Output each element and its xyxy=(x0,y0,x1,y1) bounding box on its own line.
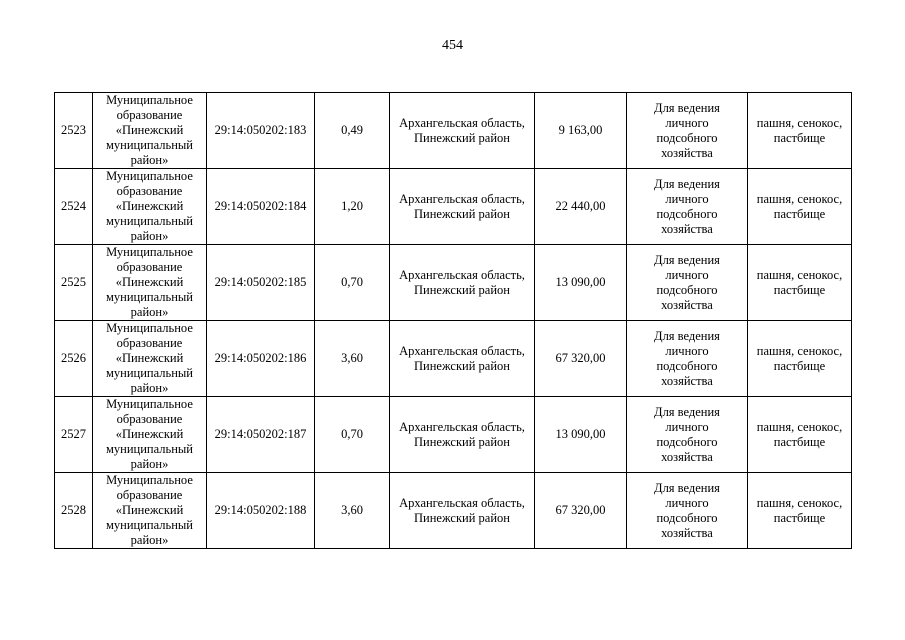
address-cell xyxy=(390,321,535,397)
cadastral-value-cell: 9 163,00 xyxy=(535,93,627,169)
owner-cell-line: Муниципальное xyxy=(106,93,193,107)
owner-cell-line: район» xyxy=(130,229,169,243)
address-cell-line: Пинежский район xyxy=(414,434,510,449)
owner-cell xyxy=(93,397,207,473)
owner-cell-line: образование xyxy=(116,336,183,350)
address-cell-line: Архангельская область, xyxy=(399,419,525,434)
permitted-use-cell xyxy=(627,473,748,549)
owner-cell-line: район» xyxy=(130,153,169,167)
permitted-use-cell-line: хозяйства xyxy=(661,373,713,388)
address-cell-line: Пинежский район xyxy=(414,206,510,221)
permitted-use-cell-line: хозяйства xyxy=(661,449,713,464)
area-cell: 0,70 xyxy=(315,245,390,321)
area-cell: 0,49 xyxy=(315,93,390,169)
owner-cell-line: «Пинежский xyxy=(115,503,184,517)
row-number-cell: 2528 xyxy=(55,473,93,549)
owner-cell-line: Муниципальное xyxy=(106,169,193,183)
cadastral-number-cell: 29:14:050202:184 xyxy=(207,169,315,245)
row-number-cell: 2525 xyxy=(55,245,93,321)
area-cell: 3,60 xyxy=(315,321,390,397)
cadastral-number-cell: 29:14:050202:183 xyxy=(207,93,315,169)
address-cell xyxy=(390,473,535,549)
area-cell: 1,20 xyxy=(315,169,390,245)
land-type-cell-line: пашня, сенокос, xyxy=(756,495,843,510)
page-number: 454 xyxy=(442,38,463,53)
cadastral-value-cell: 22 440,00 xyxy=(535,169,627,245)
address-cell-line: Пинежский район xyxy=(414,130,510,145)
cadastral-number-cell: 29:14:050202:188 xyxy=(207,473,315,549)
row-number-cell: 2527 xyxy=(55,397,93,473)
permitted-use-cell-line: Для ведения xyxy=(654,176,720,191)
permitted-use-cell-line: подсобного xyxy=(656,510,718,525)
land-type-cell-line: пастбище xyxy=(773,510,826,525)
owner-cell-line: Муниципальное xyxy=(106,245,193,259)
permitted-use-cell-line: подсобного xyxy=(656,282,718,297)
owner-cell-line: муниципальный xyxy=(106,138,193,152)
owner-cell-line: муниципальный xyxy=(106,214,193,228)
address-cell-line: Архангельская область, xyxy=(399,495,525,510)
owner-cell-line: «Пинежский xyxy=(115,123,184,137)
permitted-use-cell-line: Для ведения xyxy=(654,252,720,267)
address-cell xyxy=(390,397,535,473)
cadastral-value-cell: 13 090,00 xyxy=(535,397,627,473)
cadastral-number-cell: 29:14:050202:185 xyxy=(207,245,315,321)
permitted-use-cell xyxy=(627,397,748,473)
owner-cell xyxy=(93,321,207,397)
permitted-use-cell-line: личного xyxy=(665,495,709,510)
area-cell: 0,70 xyxy=(315,397,390,473)
permitted-use-cell-line: личного xyxy=(665,419,709,434)
land-type-cell-line: пастбище xyxy=(773,130,826,145)
owner-cell-line: образование xyxy=(116,412,183,426)
land-type-cell-line: пастбище xyxy=(773,434,826,449)
land-plots-table xyxy=(54,92,852,549)
owner-cell-line: район» xyxy=(130,533,169,547)
address-cell xyxy=(390,93,535,169)
area-cell: 3,60 xyxy=(315,473,390,549)
table-row xyxy=(55,169,852,245)
cadastral-number-cell: 29:14:050202:186 xyxy=(207,321,315,397)
owner-cell-line: образование xyxy=(116,488,183,502)
land-type-cell xyxy=(748,245,852,321)
permitted-use-cell-line: хозяйства xyxy=(661,221,713,236)
owner-cell-line: район» xyxy=(130,305,169,319)
owner-cell-line: образование xyxy=(116,260,183,274)
permitted-use-cell-line: хозяйства xyxy=(661,525,713,540)
permitted-use-cell-line: личного xyxy=(665,191,709,206)
land-type-cell-line: пастбище xyxy=(773,206,826,221)
address-cell-line: Архангельская область, xyxy=(399,115,525,130)
owner-cell-line: «Пинежский xyxy=(115,199,184,213)
owner-cell-line: муниципальный xyxy=(106,518,193,532)
address-cell-line: Пинежский район xyxy=(414,510,510,525)
cadastral-number-cell: 29:14:050202:187 xyxy=(207,397,315,473)
owner-cell-line: Муниципальное xyxy=(106,321,193,335)
owner-cell-line: муниципальный xyxy=(106,442,193,456)
land-type-cell xyxy=(748,397,852,473)
cadastral-value-cell: 67 320,00 xyxy=(535,473,627,549)
address-cell-line: Пинежский район xyxy=(414,282,510,297)
permitted-use-cell-line: хозяйства xyxy=(661,297,713,312)
owner-cell xyxy=(93,93,207,169)
address-cell xyxy=(390,169,535,245)
owner-cell-line: образование xyxy=(116,184,183,198)
owner-cell-line: образование xyxy=(116,108,183,122)
permitted-use-cell-line: хозяйства xyxy=(661,145,713,160)
owner-cell xyxy=(93,473,207,549)
row-number-cell: 2526 xyxy=(55,321,93,397)
permitted-use-cell-line: подсобного xyxy=(656,434,718,449)
permitted-use-cell-line: Для ведения xyxy=(654,328,720,343)
owner-cell-line: Муниципальное xyxy=(106,473,193,487)
land-type-cell xyxy=(748,321,852,397)
address-cell-line: Архангельская область, xyxy=(399,343,525,358)
permitted-use-cell-line: Для ведения xyxy=(654,480,720,495)
owner-cell xyxy=(93,169,207,245)
table-row xyxy=(55,93,852,169)
land-type-cell-line: пашня, сенокос, xyxy=(756,419,843,434)
permitted-use-cell xyxy=(627,169,748,245)
land-type-cell-line: пашня, сенокос, xyxy=(756,343,843,358)
table-row xyxy=(55,245,852,321)
permitted-use-cell-line: подсобного xyxy=(656,358,718,373)
land-type-cell-line: пашня, сенокос, xyxy=(756,191,843,206)
land-type-cell-line: пашня, сенокос, xyxy=(756,115,843,130)
cadastral-value-cell: 13 090,00 xyxy=(535,245,627,321)
land-type-cell xyxy=(748,473,852,549)
permitted-use-cell xyxy=(627,321,748,397)
owner-cell-line: «Пинежский xyxy=(115,275,184,289)
permitted-use-cell-line: подсобного xyxy=(656,206,718,221)
permitted-use-cell-line: личного xyxy=(665,267,709,282)
permitted-use-cell xyxy=(627,93,748,169)
table-row xyxy=(55,397,852,473)
land-type-cell xyxy=(748,169,852,245)
owner-cell-line: «Пинежский xyxy=(115,427,184,441)
land-type-cell xyxy=(748,93,852,169)
owner-cell-line: район» xyxy=(130,381,169,395)
permitted-use-cell-line: Для ведения xyxy=(654,404,720,419)
owner-cell-line: «Пинежский xyxy=(115,351,184,365)
address-cell-line: Пинежский район xyxy=(414,358,510,373)
address-cell-line: Архангельская область, xyxy=(399,191,525,206)
permitted-use-cell-line: Для ведения xyxy=(654,100,720,115)
address-cell-line: Архангельская область, xyxy=(399,267,525,282)
owner-cell-line: район» xyxy=(130,457,169,471)
row-number-cell: 2524 xyxy=(55,169,93,245)
row-number-cell: 2523 xyxy=(55,93,93,169)
permitted-use-cell-line: личного xyxy=(665,343,709,358)
land-type-cell-line: пастбище xyxy=(773,282,826,297)
table-body xyxy=(55,93,852,549)
table-row xyxy=(55,473,852,549)
owner-cell-line: муниципальный xyxy=(106,366,193,380)
permitted-use-cell xyxy=(627,245,748,321)
owner-cell xyxy=(93,245,207,321)
permitted-use-cell-line: подсобного xyxy=(656,130,718,145)
land-type-cell-line: пашня, сенокос, xyxy=(756,267,843,282)
owner-cell-line: муниципальный xyxy=(106,290,193,304)
land-type-cell-line: пастбище xyxy=(773,358,826,373)
table-row xyxy=(55,321,852,397)
owner-cell-line: Муниципальное xyxy=(106,397,193,411)
permitted-use-cell-line: личного xyxy=(665,115,709,130)
cadastral-value-cell: 67 320,00 xyxy=(535,321,627,397)
address-cell xyxy=(390,245,535,321)
